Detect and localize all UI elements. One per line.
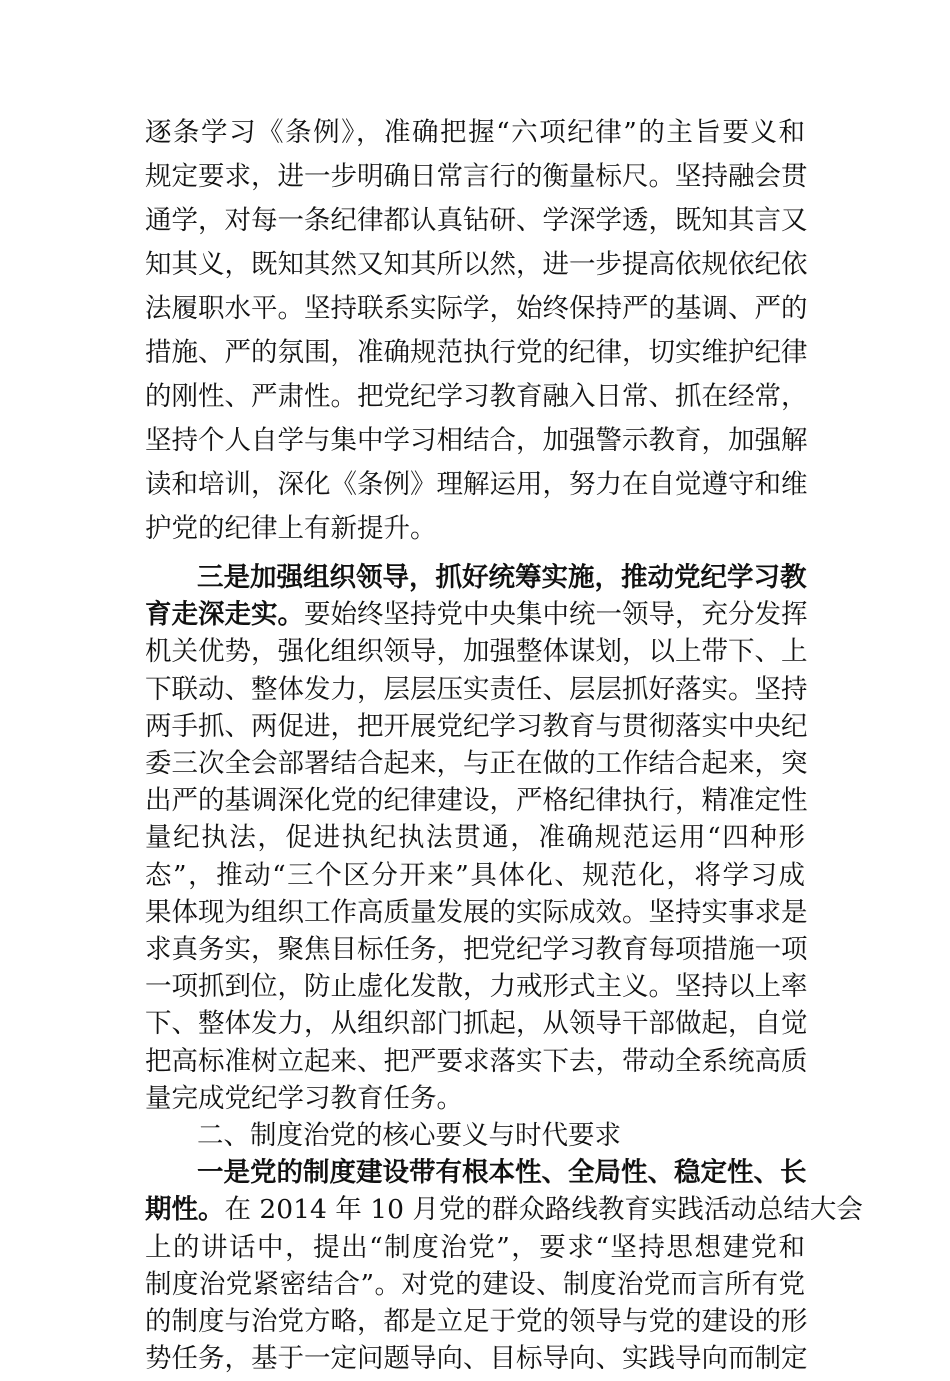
text-line	[145, 419, 808, 463]
line-text: 下联动、整体发力，层层压实责任、层层抓好落实。坚持	[145, 673, 808, 705]
line-text: 出严的基调深化党的纪律建设，严格纪律执行，精准定性	[145, 785, 808, 817]
line-text: 势任务，基于一定问题导向、目标导向、实践导向而制定	[145, 1343, 808, 1375]
line-text: 量纪执法，促进执纪执法贯通，准确规范运用“四种形	[145, 822, 805, 854]
text-line	[145, 331, 808, 375]
line-text: 把高标准树立起来、把严要求落实下去，带动全系统高质	[145, 1045, 808, 1077]
line-text: 护党的纪律上有新提升。	[145, 513, 437, 544]
line-text: 坚持个人自学与集中学习相结合，加强警示教育，加强解	[145, 425, 808, 456]
line-text: 逐条学习《条例》，准确把握“六项纪律”的主旨要义和	[145, 117, 805, 148]
line-text: 知其义，既知其然又知其所以然，进一步提高依规依纪依	[145, 249, 808, 280]
line-text: 下、整体发力，从组织部门抓起，从领导干部做起，自觉	[145, 1008, 808, 1040]
text-line	[145, 111, 805, 155]
line-text: 求真务实，聚焦目标任务，把党纪学习教育每项措施一项	[145, 934, 808, 965]
line-text: 法履职水平。坚持联系实际学，始终保持严的基调、严的	[145, 293, 808, 324]
line-text: 机关优势，强化组织领导，加强整体谋划，以上带下、上	[145, 636, 808, 668]
text-line	[145, 375, 808, 419]
text-line	[145, 463, 808, 507]
line-text: 果体现为组织工作高质量发展的实际成效。坚持实事求是	[145, 896, 808, 928]
text-line	[145, 287, 808, 331]
line-text: 在 2014 年 10 月党的群众路线教育实践活动总结大会	[224, 1194, 863, 1226]
line-text: 规定要求，进一步明确日常言行的衡量标尺。坚持融会贯	[145, 161, 808, 192]
section-heading-text: 二、制度治党的核心要义与时代要求	[197, 1120, 621, 1151]
bold-lead-text: 育走深走实。	[145, 599, 304, 631]
text-line	[145, 507, 805, 551]
line-text: 态”，推动“三个区分开来”具体化、规范化，将学习成	[145, 859, 805, 891]
line-text: 措施、严的氛围，准确规范执行党的纪律，切实维护纪律	[145, 337, 808, 368]
line-text: 通学，对每一条纪律都认真钻研、学深学透，既知其言又	[145, 205, 808, 236]
text-line	[145, 155, 808, 199]
text-line	[145, 243, 808, 287]
line-text: 上的讲话中，提出“制度治党”，要求“坚持思想建党和	[145, 1231, 805, 1263]
text-line	[145, 199, 808, 243]
line-text: 要始终坚持党中央集中统一领导，充分发挥	[304, 599, 808, 631]
line-text: 制度治党紧密结合”。对党的建设、制度治党而言所有党	[145, 1268, 805, 1300]
line-text: 量完成党纪学习教育任务。	[145, 1082, 463, 1114]
line-text: 的刚性、严肃性。把党纪学习教育融入日常、抓在经常，	[145, 381, 808, 412]
line-text: 的制度与治党方略，都是立足于党的领导与党的建设的形	[145, 1306, 808, 1337]
bold-lead-text: 一是党的制度建设带有根本性、全局性、稳定性、长	[197, 1157, 807, 1189]
line-text: 一项抓到位，防止虚化发散，力戒形式主义。坚持以上率	[145, 971, 808, 1003]
line-text: 两手抓、两促进，把开展党纪学习教育与贯彻落实中央纪	[145, 710, 808, 742]
bold-lead-text: 期性。	[145, 1194, 225, 1226]
bold-lead-text: 三是加强组织领导，抓好统筹实施，推动党纪学习教	[197, 562, 807, 593]
line-text: 读和培训，深化《条例》理解运用，努力在自觉遵守和维	[145, 469, 808, 500]
line-text: 委三次全会部署结合起来，与正在做的工作结合起来，突	[145, 748, 808, 779]
